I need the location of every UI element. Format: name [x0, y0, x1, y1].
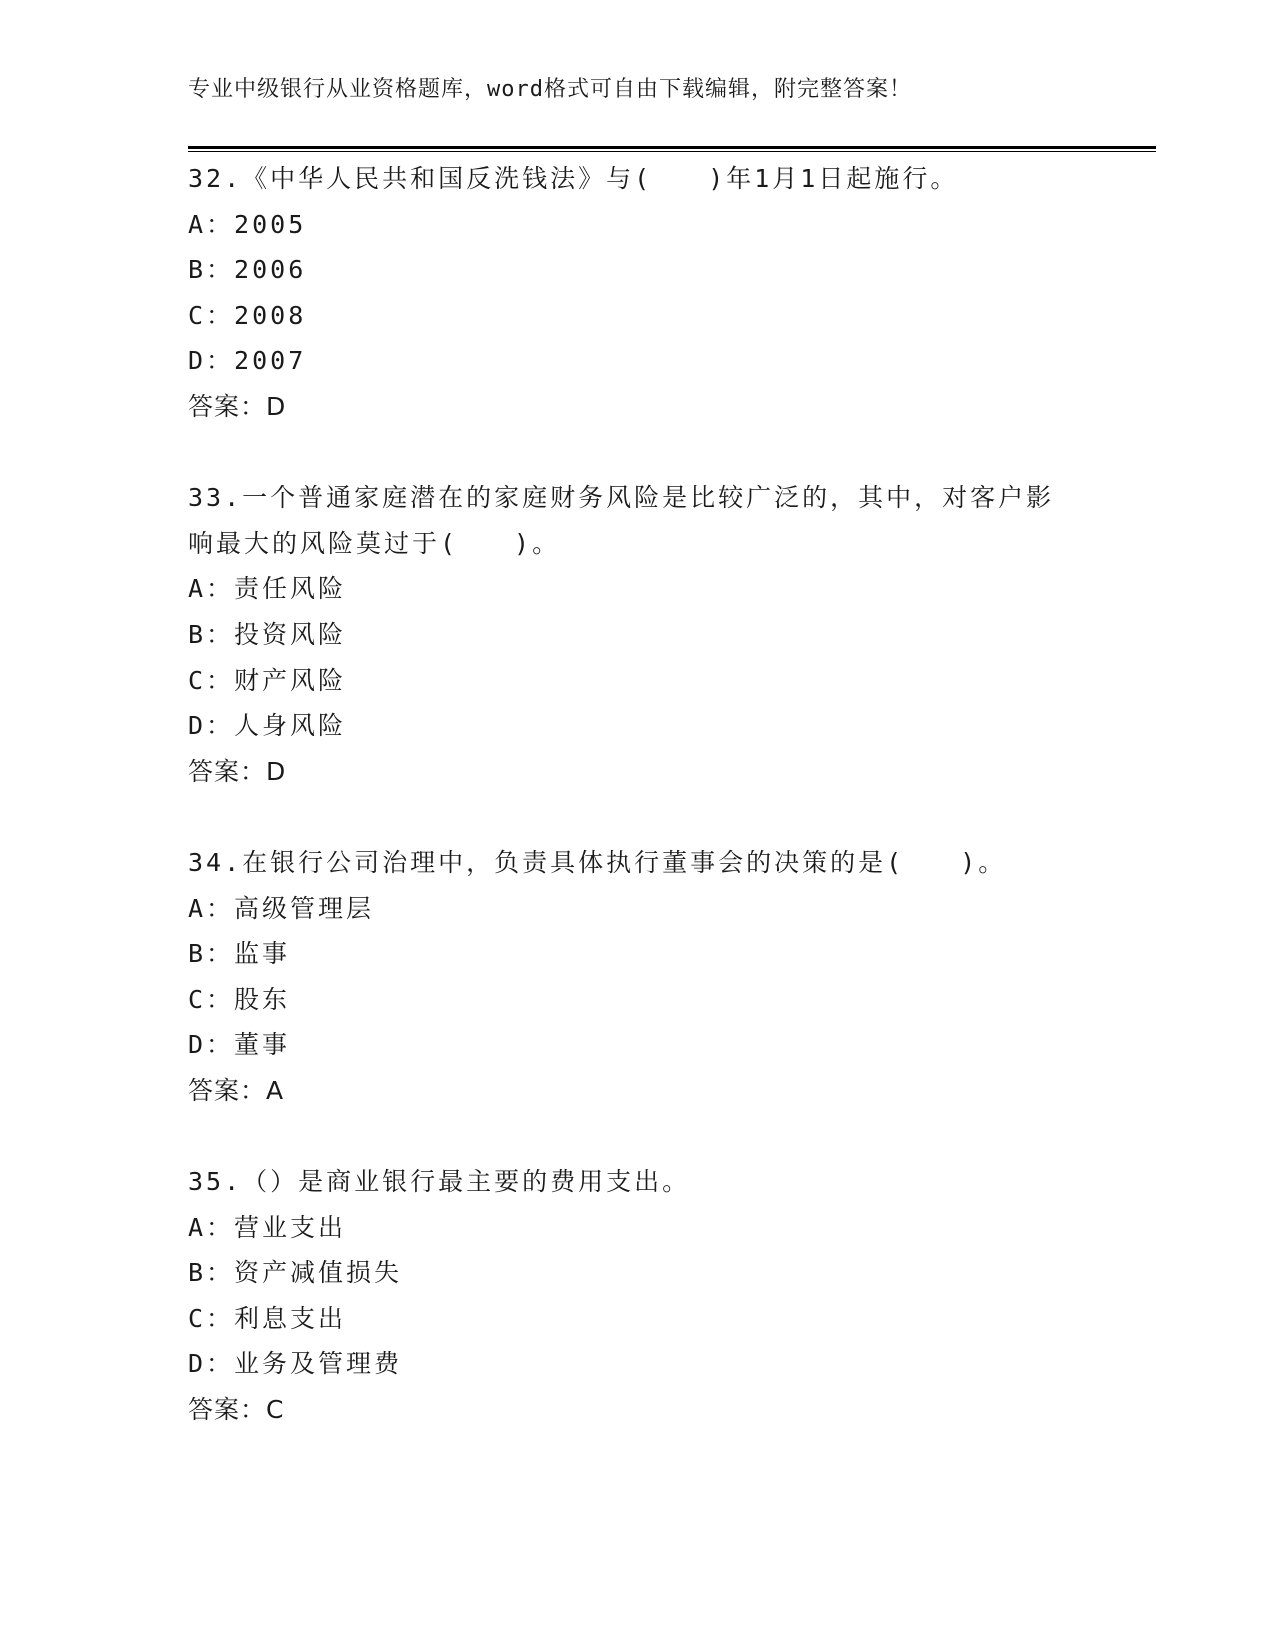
option-c: C：股东 [188, 984, 291, 1014]
header-rule-thick [188, 146, 1156, 149]
option-c: C：2008 [188, 300, 307, 330]
question-32 [188, 156, 1088, 430]
question-stem: 34.在银行公司治理中，负责具体执行董事会的决策的是( )。 [188, 847, 1007, 877]
question-34 [188, 840, 1088, 1114]
option-a: A：营业支出 [188, 1212, 347, 1242]
option-a: A：高级管理层 [188, 893, 375, 923]
question-35 [188, 1159, 1088, 1433]
option-b: B：投资风险 [188, 619, 347, 649]
question-stem-line-2: 响最大的风险莫过于( )。 [188, 528, 561, 558]
page-header: 专业中级银行从业资格题库，word格式可自由下载编辑，附完整答案！ [188, 77, 912, 102]
option-d: D：2007 [188, 346, 307, 376]
question-list [188, 156, 1088, 1433]
option-d: D：人身风险 [188, 711, 347, 741]
header-rule-thin [188, 151, 1156, 152]
option-b: B：2006 [188, 255, 307, 285]
answer: 答案：D [188, 391, 287, 421]
answer: 答案：D [188, 756, 287, 786]
option-a: A：责任风险 [188, 574, 347, 604]
answer: 答案：A [188, 1075, 285, 1105]
option-c: C：利息支出 [188, 1303, 347, 1333]
option-d: D：业务及管理费 [188, 1349, 403, 1379]
question-stem: 35.（）是商业银行最主要的费用支出。 [188, 1167, 691, 1197]
option-b: B：监事 [188, 939, 291, 969]
question-33 [188, 475, 1088, 794]
option-c: C：财产风险 [188, 665, 347, 695]
option-d: D：董事 [188, 1030, 291, 1060]
answer: 答案：C [188, 1395, 285, 1425]
question-stem-line-1: 33.一个普通家庭潜在的家庭财务风险是比较广泛的，其中，对客户影 [188, 483, 1055, 513]
option-b: B：资产减值损失 [188, 1258, 403, 1288]
option-a: A：2005 [188, 209, 307, 239]
question-stem: 32.《中华人民共和国反洗钱法》与( )年1月1日起施行。 [188, 164, 959, 193]
